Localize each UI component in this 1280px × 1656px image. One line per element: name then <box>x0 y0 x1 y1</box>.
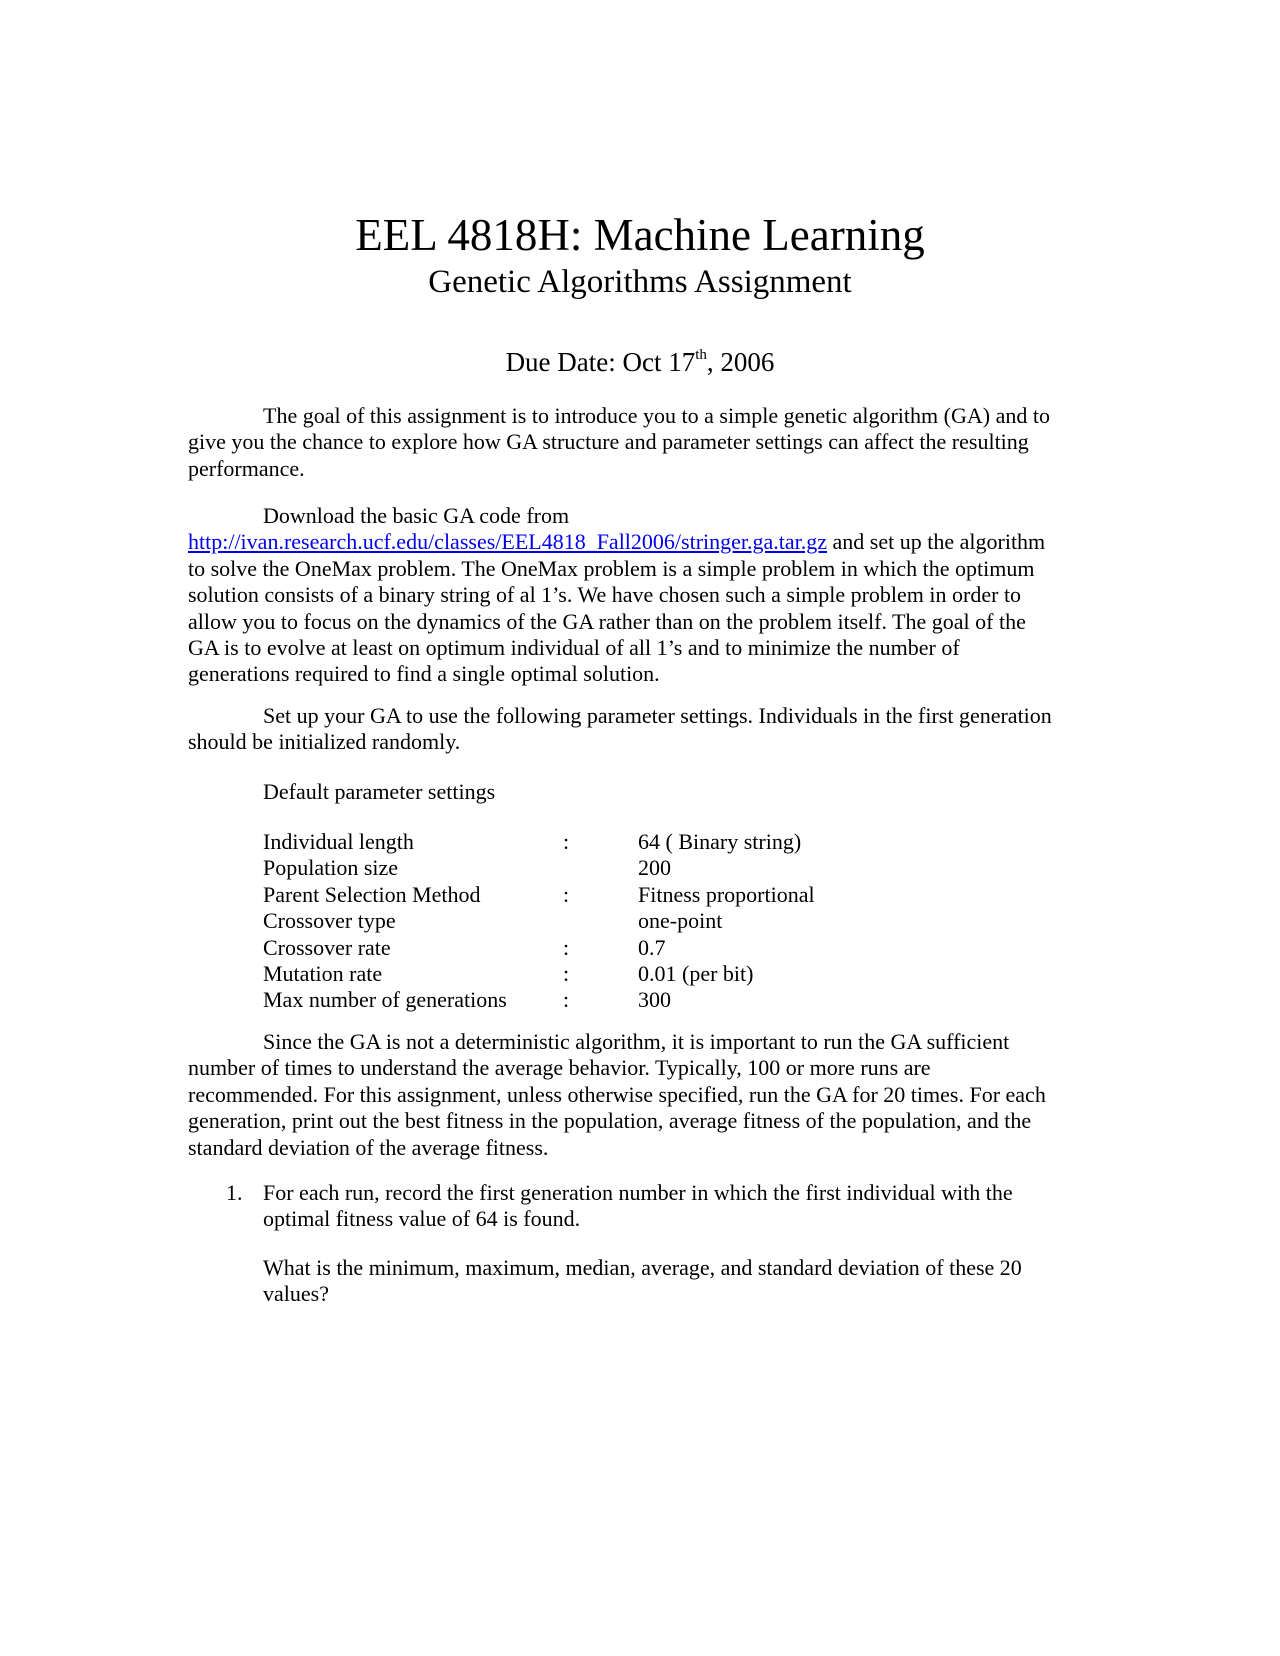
param-colon: : <box>563 934 570 960</box>
param-value: 300 <box>638 987 671 1013</box>
intro-line: performance. <box>188 455 305 481</box>
since-line: number of times to understand the average behavior. Typically, 100 or more runs are <box>188 1055 931 1081</box>
param-name: Crossover rate <box>263 934 391 960</box>
followup-line: values? <box>263 1281 329 1307</box>
param-colon: : <box>563 881 570 907</box>
question-number: 1. <box>226 1180 243 1205</box>
intro-line: give you the chance to explore how GA structure and parameter settings can affect the resulting <box>188 429 1029 455</box>
param-name: Mutation rate <box>263 960 383 986</box>
since-paragraph <box>188 1029 1088 1161</box>
param-name: Max number of generations <box>263 987 507 1013</box>
question-line: For each run, record the first generation number in which the first individual with the <box>263 1180 1013 1205</box>
param-colon: : <box>563 960 570 986</box>
download-line: to solve the OneMax problem. The OneMax problem is a simple problem in which the optimum <box>188 555 1035 581</box>
course-title: EEL 4818H: Machine Learning <box>355 210 925 260</box>
due-date <box>0 345 1280 379</box>
param-colon: : <box>563 987 570 1013</box>
question-line: optimal fitness value of 64 is found. <box>263 1206 581 1232</box>
download-line: solution consists of a binary string of al 1’s. We have chosen such a simple problem in order to <box>188 582 1022 608</box>
since-line: recommended. For this assignment, unless otherwise specified, run the GA for 20 times. For each <box>188 1081 1046 1107</box>
param-name: Individual length <box>263 829 414 854</box>
param-value: 0.01 (per bit) <box>638 960 754 986</box>
param-value: 200 <box>638 855 671 881</box>
question-text <box>263 1180 1013 1233</box>
download-link[interactable]: http://ivan.research.ucf.edu/classes/EEL4818_Fall2006/stringer.ga.tar.gz <box>188 529 828 555</box>
param-colon: : <box>563 829 570 854</box>
download-line <box>188 529 1088 555</box>
param-value: Fitness proportional <box>638 881 815 907</box>
download-after-link: and set up the algorithm <box>827 529 1046 555</box>
param-name: Population size <box>263 855 399 881</box>
due-date-prefix: Due Date: Oct 17 <box>505 347 696 377</box>
followup-text <box>263 1255 1022 1308</box>
param-value: 64 ( Binary string) <box>638 829 802 854</box>
param-name: Crossover type <box>263 908 396 934</box>
assignment-title: Genetic Algorithms Assignment <box>428 264 852 300</box>
download-intro-text: Download the basic GA code from <box>263 503 570 528</box>
params-heading: Default parameter settings <box>263 779 496 804</box>
param-name: Parent Selection Method <box>263 881 481 907</box>
since-line: generation, print out the best fitness in the population, average fitness of the population, and the <box>188 1108 1032 1134</box>
intro-paragraph <box>188 403 1088 482</box>
followup-line: What is the minimum, maximum, median, average, and standard deviation of these 20 <box>263 1255 1022 1280</box>
setup-paragraph <box>188 703 1088 756</box>
due-date-year: , 2006 <box>706 347 775 377</box>
since-line: Since the GA is not a deterministic algorithm, it is important to run the GA sufficient <box>263 1029 1010 1054</box>
download-paragraph <box>188 503 1088 688</box>
setup-line: should be initialized randomly. <box>188 729 461 755</box>
since-line: standard deviation of the average fitness. <box>188 1134 549 1160</box>
download-line <box>188 503 1088 529</box>
download-line: GA is to evolve at least on optimum individual of all 1’s and to minimize the number of <box>188 634 960 660</box>
param-value: one-point <box>638 908 723 934</box>
download-line: generations required to find a single optimal solution. <box>188 661 660 687</box>
param-value: 0.7 <box>638 934 666 960</box>
download-line: allow you to focus on the dynamics of the GA rather than on the problem itself. The goal of the <box>188 608 1026 634</box>
setup-line: Set up your GA to use the following parameter settings. Individuals in the first generation <box>263 703 1052 728</box>
due-date-ordinal: th <box>695 347 707 363</box>
intro-line: The goal of this assignment is to introduce you to a simple genetic algorithm (GA) and to <box>263 403 1050 428</box>
